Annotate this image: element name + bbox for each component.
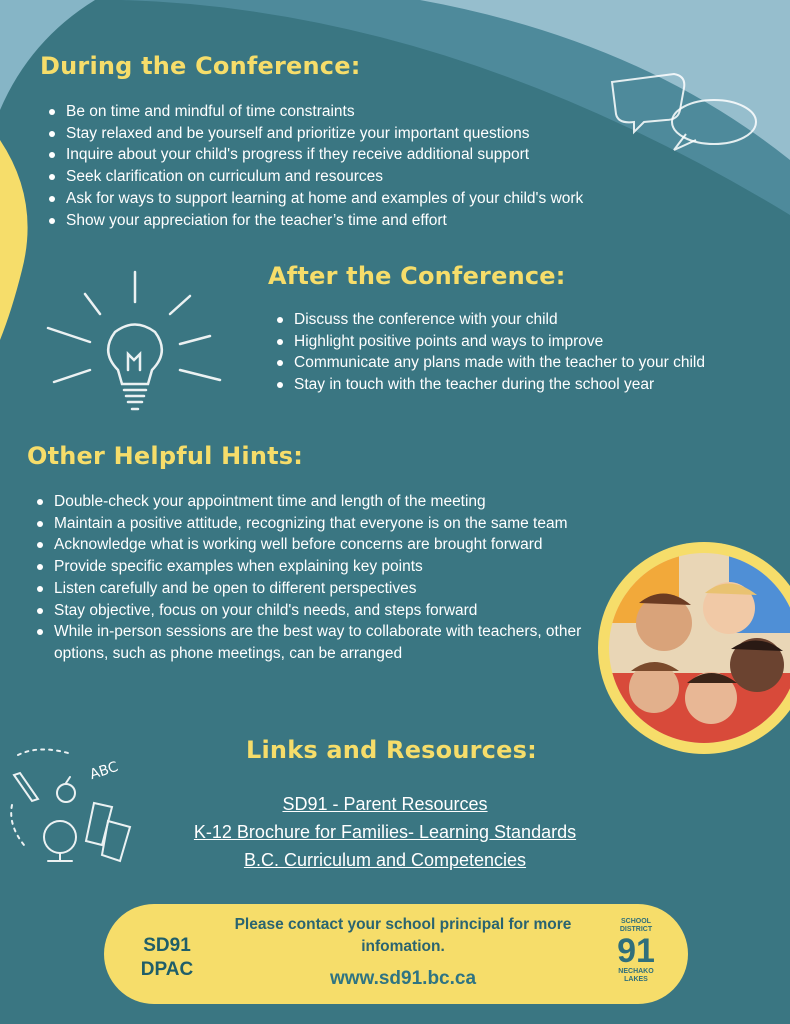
list-item: While in-person sessions are the best way to collaborate with teachers, other options, such as phone meetings, can be arranged <box>35 621 605 664</box>
list-item: Acknowledge what is working well before concerns are brought forward <box>35 534 605 556</box>
link-bc-curriculum[interactable]: B.C. Curriculum and Competencies <box>243 850 527 870</box>
list-item: Stay relaxed and be yourself and prioritize your important questions <box>47 123 667 145</box>
list-item: Discuss the conference with your child <box>275 309 761 331</box>
logo-text-lakes: LAKES <box>624 976 648 983</box>
children-photo <box>609 553 790 743</box>
school-district-logo <box>609 918 663 984</box>
logo-text-nechako: NECHAKO <box>618 968 654 975</box>
contact-message: Please contact your school principal for more infomation. <box>234 916 572 955</box>
list-item: Double-check your appointment time and length of the meeting <box>35 491 605 513</box>
helpful-hints-heading: Other Helpful Hints: <box>27 442 304 470</box>
list-item: Inquire about your child's progress if they receive additional support <box>47 144 667 166</box>
during-conference-list <box>47 101 667 231</box>
footer-contact-banner <box>104 904 688 1004</box>
during-conference-heading: During the Conference: <box>40 52 361 80</box>
list-item: Stay in touch with the teacher during the school year <box>275 374 761 396</box>
abc-doodle-text: ABC <box>87 758 121 784</box>
after-conference-list <box>275 309 761 396</box>
link-k12-brochure[interactable]: K-12 Brochure for Families- Learning Standards <box>193 822 577 842</box>
list-item: Stay objective, focus on your child's needs, and steps forward <box>35 600 605 622</box>
list-item: Be on time and mindful of time constraints <box>47 101 667 123</box>
logo-text-district: DISTRICT <box>619 926 653 933</box>
website-url[interactable]: www.sd91.bc.ca <box>329 968 477 989</box>
school-doodles-icon <box>8 745 138 865</box>
list-item: Listen carefully and be open to different perspectives <box>35 578 605 600</box>
helpful-hints-list <box>35 491 605 665</box>
org-line-1: SD91 <box>143 935 191 956</box>
list-item: Ask for ways to support learning at home and examples of your child's work <box>47 188 667 210</box>
link-parent-resources[interactable]: SD91 - Parent Resources <box>282 794 488 814</box>
list-item: Seek clarification on curriculum and resources <box>47 166 667 188</box>
list-item: Show your appreciation for the teacher’s time and effort <box>47 210 667 232</box>
list-item: Provide specific examples when explaining key points <box>35 556 605 578</box>
list-item: Highlight positive points and ways to improve <box>275 331 761 353</box>
list-item: Maintain a positive attitude, recognizing that everyone is on the same team <box>35 513 605 535</box>
after-conference-heading: After the Conference: <box>268 262 566 290</box>
list-item: Communicate any plans made with the teacher to your child <box>275 352 761 374</box>
lightbulb-icon <box>40 262 230 432</box>
logo-text-school: SCHOOL <box>621 918 651 925</box>
sd91-dpac-label <box>132 934 202 982</box>
logo-number: 91 <box>617 932 655 970</box>
org-line-2: DPAC <box>140 959 194 980</box>
links-resources-heading: Links and Resources: <box>246 736 537 764</box>
